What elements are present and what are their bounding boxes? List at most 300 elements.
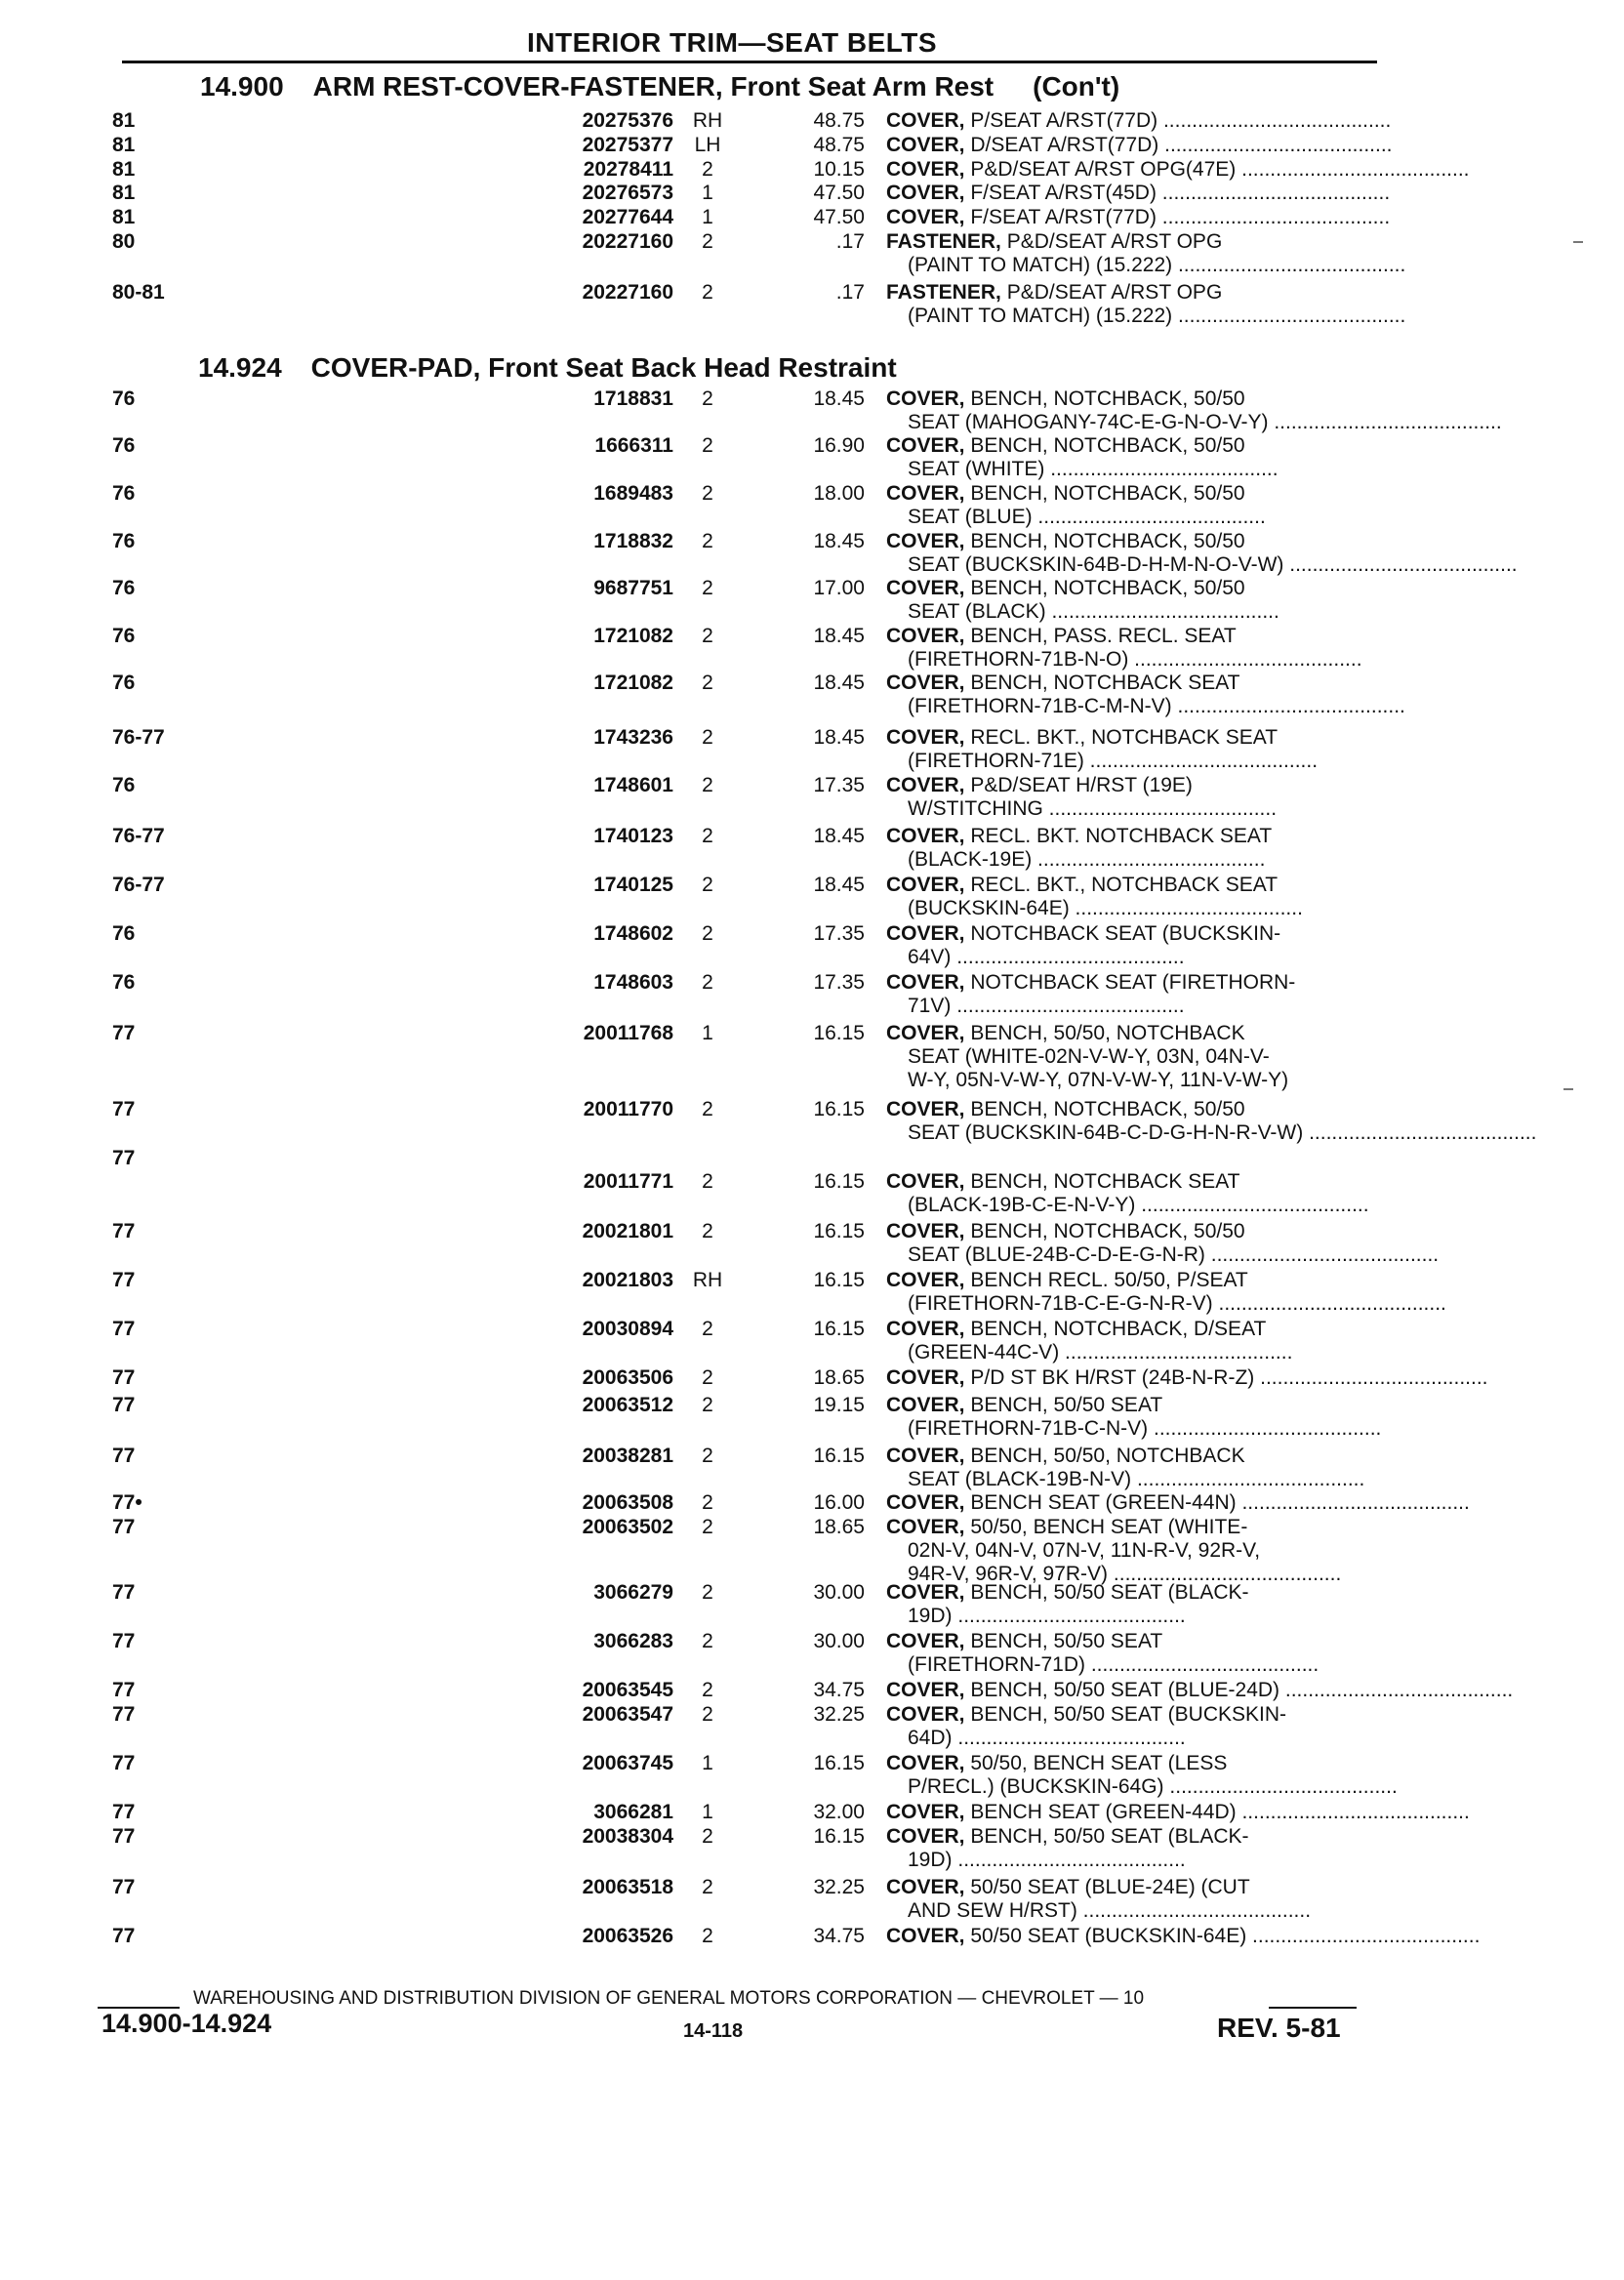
description-text-line3: W-Y, 05N-V-W-Y, 07N-V-W-Y, 11N-V-W-Y) — [908, 1069, 1289, 1091]
description — [886, 1269, 1374, 1292]
model-year: 80-81 — [112, 281, 165, 304]
quantity: RH — [692, 109, 723, 132]
description — [886, 1581, 1374, 1605]
description-continued — [908, 1653, 1376, 1677]
description-keyword: COVER, — [886, 1925, 965, 1947]
description-text: RECL. BKT., NOTCHBACK SEAT — [970, 874, 1279, 896]
part-number: 20063506 — [582, 1366, 673, 1389]
description-text: P&D/SEAT H/RST (19E) — [970, 774, 1193, 796]
quantity: 1 — [702, 1022, 713, 1044]
description-keyword: COVER, — [886, 1318, 965, 1340]
part-number: 3066281 — [593, 1801, 673, 1823]
part-number: 20275377 — [582, 134, 673, 156]
description-text-line2: 64V) — [908, 946, 952, 968]
price: 18.45 — [813, 726, 865, 749]
description-keyword: COVER, — [886, 1491, 965, 1514]
price: 10.15 — [813, 158, 865, 181]
price: 48.75 — [813, 134, 865, 156]
description-continued — [908, 600, 1376, 624]
description-text-line2: (FIRETHORN-71B-C-E-G-N-R-V) — [908, 1292, 1213, 1315]
description-keyword: COVER, — [886, 1394, 965, 1416]
description-keyword: COVER, — [886, 1170, 965, 1193]
section-subheading: Front Seat Back Head Restraint — [488, 352, 897, 383]
description-continued — [908, 1194, 1376, 1217]
description-text: F/SEAT A/RST(77D) — [970, 206, 1157, 228]
model-year: 77 — [112, 1703, 136, 1726]
price: 17.00 — [813, 577, 865, 599]
quantity: 2 — [702, 672, 713, 694]
price: 17.35 — [813, 922, 865, 945]
description — [886, 158, 1470, 182]
price: 18.65 — [813, 1366, 865, 1389]
description — [886, 1630, 1374, 1653]
quantity: 2 — [702, 387, 713, 410]
description-text: 50/50, BENCH SEAT (LESS — [970, 1752, 1228, 1774]
description-text-line2: SEAT (MAHOGANY-74C-E-G-N-O-V-Y) — [908, 411, 1269, 433]
description — [886, 182, 1391, 205]
section-continued: (Con't) — [1033, 71, 1120, 102]
model-year: 77 — [112, 1147, 136, 1169]
description-text-line2: (BUCKSKIN-64E) — [908, 897, 1070, 919]
description — [886, 1876, 1374, 1899]
description-keyword: COVER, — [886, 1801, 965, 1823]
description-text-line3: 94R-V, 96R-V, 97R-V) — [908, 1563, 1109, 1585]
description-continued — [908, 1539, 1376, 1563]
quantity: 2 — [702, 1516, 713, 1538]
quantity: 2 — [702, 1825, 713, 1848]
margin-mark — [1563, 1088, 1573, 1090]
price: 16.15 — [813, 1269, 865, 1291]
description — [886, 825, 1374, 848]
description-text: BENCH RECL. 50/50, P/SEAT — [970, 1269, 1248, 1291]
description-keyword: COVER, — [886, 774, 965, 796]
price: 47.50 — [813, 206, 865, 228]
model-year: 77 — [112, 1318, 136, 1340]
quantity: 2 — [702, 1366, 713, 1389]
model-year: 77 — [112, 1098, 136, 1120]
dot-leader: ........................................ — [1204, 1243, 1440, 1266]
description-continued — [908, 506, 1376, 529]
description-text-line2: 64D) — [908, 1727, 953, 1749]
description-text-line2: SEAT (WHITE) — [908, 458, 1045, 480]
description-keyword: COVER, — [886, 1825, 965, 1848]
description-text-line2: (FIRETHORN-71B-C-M-N-V) — [908, 695, 1172, 717]
price: .17 — [835, 230, 865, 253]
dot-leader: ........................................ — [1045, 600, 1279, 623]
description-text: 50/50, BENCH SEAT (WHITE- — [970, 1516, 1248, 1538]
description-continued — [908, 1292, 1446, 1316]
description-text-line2: (BLACK-19E) — [908, 848, 1033, 871]
description-keyword: COVER, — [886, 109, 965, 132]
description-text: 50/50 SEAT (BLUE-24E) (CUT — [970, 1876, 1250, 1898]
part-number: 20277644 — [582, 206, 673, 228]
dot-leader: ........................................ — [1268, 411, 1502, 433]
quantity: 2 — [702, 1679, 713, 1701]
model-year: 76-77 — [112, 726, 165, 749]
dot-leader: ........................................ — [1246, 1925, 1481, 1947]
model-year: 81 — [112, 182, 136, 204]
description-text: BENCH, NOTCHBACK SEAT — [970, 672, 1240, 694]
model-year: 77 — [112, 1394, 136, 1416]
price: 16.15 — [813, 1220, 865, 1242]
description-text: P&D/SEAT A/RST OPG — [1006, 230, 1223, 253]
description — [886, 1801, 1470, 1824]
description-keyword: COVER, — [886, 1445, 965, 1467]
part-number: 1748602 — [593, 922, 673, 945]
model-year: 76 — [112, 774, 136, 796]
description-keyword: COVER, — [886, 134, 965, 156]
price: 18.45 — [813, 672, 865, 694]
description-keyword: COVER, — [886, 922, 965, 945]
dot-leader: ........................................ — [1279, 1679, 1514, 1701]
price: 32.25 — [813, 1703, 865, 1726]
price: 17.35 — [813, 774, 865, 796]
part-number: 20278411 — [583, 158, 673, 181]
description-text: BENCH, NOTCHBACK, 50/50 — [970, 1220, 1245, 1242]
description — [886, 672, 1374, 695]
description — [886, 109, 1392, 133]
description — [886, 1394, 1374, 1417]
part-number: 20063526 — [582, 1925, 673, 1947]
description-text-line2: SEAT (WHITE-02N-V-W-Y, 03N, 04N-V- — [908, 1045, 1270, 1068]
description-keyword: COVER, — [886, 1876, 965, 1898]
description — [886, 971, 1374, 995]
price: 16.15 — [813, 1825, 865, 1848]
description — [886, 874, 1374, 897]
description-text: BENCH, 50/50, NOTCHBACK — [970, 1022, 1245, 1044]
description-keyword: COVER, — [886, 1220, 965, 1242]
price: 18.45 — [813, 874, 865, 896]
dot-leader: ........................................ — [951, 946, 1185, 968]
description-continued — [908, 1341, 1376, 1364]
part-number: 20063512 — [582, 1394, 673, 1416]
quantity: 2 — [702, 281, 713, 304]
description-keyword: COVER, — [886, 182, 965, 204]
description — [886, 1445, 1374, 1468]
description-text-line2: AND SEW H/RST) — [908, 1899, 1077, 1922]
header-rule — [122, 61, 1377, 63]
description-text: P/SEAT A/RST(77D) — [970, 109, 1158, 132]
part-number: 20063518 — [582, 1876, 673, 1898]
quantity: 2 — [702, 1491, 713, 1514]
description-text-line2: W/STITCHING — [908, 797, 1043, 820]
description — [886, 577, 1374, 600]
description-continued — [908, 797, 1376, 821]
part-number: 1748603 — [593, 971, 673, 994]
part-number: 1721082 — [593, 625, 673, 647]
model-year: 77 — [112, 1581, 136, 1604]
model-year: 77 — [112, 1445, 136, 1467]
description-keyword: COVER, — [886, 387, 965, 410]
quantity: 2 — [702, 1630, 713, 1652]
dot-leader: ........................................ — [1171, 695, 1405, 717]
description-keyword: COVER, — [886, 434, 965, 457]
description-text-line2: SEAT (BLACK) — [908, 600, 1046, 623]
dot-leader: ........................................ — [1032, 848, 1266, 871]
section-title-14-924 — [198, 352, 897, 384]
quantity: 2 — [702, 434, 713, 457]
description-text-line2: SEAT (BUCKSKIN-64B-C-D-G-H-N-R-V-W) — [908, 1121, 1304, 1144]
description-keyword: COVER, — [886, 874, 965, 896]
quantity: 2 — [702, 1876, 713, 1898]
description-text: BENCH, 50/50, NOTCHBACK — [970, 1445, 1245, 1467]
description-keyword: COVER, — [886, 577, 965, 599]
dot-leader: ........................................ — [1108, 1563, 1342, 1585]
description-text-line2: 19D) — [908, 1605, 953, 1627]
quantity: 2 — [702, 1318, 713, 1340]
description-continued — [908, 897, 1376, 920]
description-text: 50/50 SEAT (BUCKSKIN-64E) — [970, 1925, 1247, 1947]
section-heading: COVER-PAD, — [310, 352, 481, 383]
description-keyword: COVER, — [886, 1516, 965, 1538]
price: .17 — [835, 281, 865, 304]
dot-leader: ........................................ — [1135, 1194, 1369, 1216]
description-text: P&D/SEAT A/RST OPG(47E) — [970, 158, 1237, 181]
price: 32.00 — [813, 1801, 865, 1823]
description-text-line2: SEAT (BLUE-24B-C-D-E-G-N-R) — [908, 1243, 1205, 1266]
model-year: 77 — [112, 1925, 136, 1947]
quantity: 2 — [702, 230, 713, 253]
price: 16.00 — [813, 1491, 865, 1514]
model-year: 76-77 — [112, 825, 165, 847]
model-year: 76 — [112, 672, 136, 694]
model-year: 76 — [112, 434, 136, 457]
description-keyword: COVER, — [886, 1098, 965, 1120]
description-text-line2: (BLACK-19B-C-E-N-V-Y) — [908, 1194, 1136, 1216]
description-continued — [908, 411, 1502, 434]
description-keyword: COVER, — [886, 825, 965, 847]
description — [886, 774, 1374, 797]
description-text-line2: 02N-V, 04N-V, 07N-V, 11N-R-V, 92R-V, — [908, 1539, 1261, 1562]
description-text: BENCH, PASS. RECL. SEAT — [970, 625, 1237, 647]
description — [886, 1170, 1374, 1194]
description — [886, 206, 1391, 229]
description — [886, 530, 1374, 553]
description-keyword: COVER, — [886, 1581, 965, 1604]
part-number: 1740123 — [593, 825, 673, 847]
model-year: 76 — [112, 387, 136, 410]
description-continued — [908, 946, 1376, 969]
dot-leader: ........................................ — [1076, 1899, 1312, 1922]
description — [886, 1703, 1374, 1727]
part-number: 20227160 — [582, 281, 673, 304]
description-continued — [908, 458, 1376, 481]
dot-leader: ........................................ — [1212, 1292, 1446, 1315]
price: 48.75 — [813, 109, 865, 132]
price: 34.75 — [813, 1925, 865, 1947]
description-text-line2: SEAT (BUCKSKIN-64B-D-H-M-N-O-V-W) — [908, 553, 1284, 576]
price: 18.00 — [813, 482, 865, 505]
section-number: 14.900 — [200, 71, 284, 102]
dot-leader: ........................................ — [1083, 750, 1319, 772]
part-number: 1689483 — [593, 482, 673, 505]
description — [886, 387, 1374, 411]
part-number: 20038281 — [582, 1445, 673, 1467]
description — [886, 1022, 1374, 1045]
description-continued — [908, 695, 1405, 718]
description-text: BENCH, NOTCHBACK, 50/50 — [970, 482, 1245, 505]
description-keyword: COVER, — [886, 1269, 965, 1291]
part-number: 1718832 — [593, 530, 673, 552]
description-keyword: COVER, — [886, 1630, 965, 1652]
model-year: 76-77 — [112, 874, 165, 896]
description-continued — [908, 750, 1376, 773]
model-year: 77 — [112, 1876, 136, 1898]
description-text: BENCH, NOTCHBACK, 50/50 — [970, 387, 1245, 410]
quantity: 2 — [702, 774, 713, 796]
part-number: 1748601 — [593, 774, 673, 796]
quantity: 2 — [702, 158, 713, 181]
description-continued — [908, 1243, 1440, 1267]
dot-leader: ........................................ — [1254, 1366, 1488, 1389]
description-keyword: COVER, — [886, 672, 965, 694]
quantity: 2 — [702, 726, 713, 749]
description-continued — [908, 848, 1376, 872]
price: 16.15 — [813, 1170, 865, 1193]
price: 18.45 — [813, 825, 865, 847]
description-continued — [908, 305, 1406, 328]
part-number: 20227160 — [582, 230, 673, 253]
quantity: 2 — [702, 971, 713, 994]
part-number: 9687751 — [593, 577, 673, 599]
part-number: 1721082 — [593, 672, 673, 694]
description-text: BENCH, NOTCHBACK, 50/50 — [970, 577, 1245, 599]
description-text: F/SEAT A/RST(45D) — [970, 182, 1157, 204]
description-continued — [908, 1121, 1537, 1145]
description-keyword: COVER, — [886, 1022, 965, 1044]
description-text-line2: (FIRETHORN-71B-N-O) — [908, 648, 1129, 671]
description-keyword: COVER, — [886, 726, 965, 749]
quantity: 2 — [702, 625, 713, 647]
description-continued — [908, 648, 1376, 672]
description — [886, 1220, 1374, 1243]
description-text: P/D ST BK H/RST (24B-N-R-Z) — [970, 1366, 1255, 1389]
description-keyword: COVER, — [886, 625, 965, 647]
price: 18.65 — [813, 1516, 865, 1538]
description-text-line2: (PAINT TO MATCH) (15.222) — [908, 305, 1173, 327]
description — [886, 1925, 1481, 1948]
quantity: 2 — [702, 1170, 713, 1193]
quantity: 1 — [702, 206, 713, 228]
description-text: BENCH SEAT (GREEN-44D) — [970, 1801, 1237, 1823]
description-text: BENCH SEAT (GREEN-44N) — [970, 1491, 1237, 1514]
description-text-line2: (FIRETHORN-71E) — [908, 750, 1084, 772]
description-continued — [908, 1775, 1398, 1799]
footer-group-range: 14.900-14.924 — [102, 2009, 272, 2038]
description-text-line2: P/RECL.) (BUCKSKIN-64G) — [908, 1775, 1164, 1798]
price: 47.50 — [813, 182, 865, 204]
description — [886, 1516, 1374, 1539]
footer-page-number: 14-118 — [683, 2020, 744, 2042]
dot-leader: ........................................ — [1158, 134, 1393, 156]
description-text-line2: 19D) — [908, 1849, 953, 1871]
quantity: 2 — [702, 1581, 713, 1604]
dot-leader: ........................................ — [1131, 1468, 1365, 1490]
description-text: D/SEAT A/RST(77D) — [970, 134, 1159, 156]
model-year: 76 — [112, 625, 136, 647]
description — [886, 1318, 1374, 1341]
dot-leader: ........................................ — [1156, 182, 1391, 204]
model-year: 77 — [112, 1752, 136, 1774]
quantity: 1 — [702, 1801, 713, 1823]
description — [886, 726, 1374, 750]
part-number: 1718831 — [593, 387, 673, 410]
dot-leader: ........................................ — [1042, 797, 1278, 820]
margin-mark — [1573, 241, 1583, 243]
model-year: 77 — [112, 1825, 136, 1848]
description — [886, 625, 1374, 648]
price: 34.75 — [813, 1679, 865, 1701]
quantity: 2 — [702, 1925, 713, 1947]
dot-leader: ........................................ — [952, 1605, 1186, 1627]
quantity: 1 — [702, 1752, 713, 1774]
model-year: 77 — [112, 1220, 136, 1242]
model-year: 76 — [112, 577, 136, 599]
part-number: 20063502 — [582, 1516, 673, 1538]
description — [886, 1752, 1374, 1775]
dot-leader: ........................................ — [1148, 1417, 1382, 1440]
part-number: 20063508 — [582, 1491, 673, 1514]
price: 30.00 — [813, 1581, 865, 1604]
description — [886, 482, 1374, 506]
description-text: BENCH, NOTCHBACK, 50/50 — [970, 1098, 1245, 1120]
quantity: 2 — [702, 530, 713, 552]
dot-leader: ........................................ — [952, 1849, 1186, 1871]
dot-leader: ........................................ — [1236, 1491, 1470, 1514]
footer-division: WAREHOUSING AND DISTRIBUTION DIVISION OF GENERAL MOTORS CORPORATION — CHEVROLET — 10 — [193, 1988, 1145, 2009]
description-continued — [908, 1849, 1376, 1872]
model-year: 77 — [112, 1022, 136, 1044]
description-keyword: COVER, — [886, 971, 965, 994]
description-text: RECL. BKT., NOTCHBACK SEAT — [970, 726, 1279, 749]
description-keyword: COVER, — [886, 1752, 965, 1774]
model-year: 80 — [112, 230, 136, 253]
description-text: RECL. BKT. NOTCHBACK SEAT — [970, 825, 1273, 847]
model-year: 81 — [112, 109, 136, 132]
quantity: 2 — [702, 1220, 713, 1242]
description-text: BENCH, 50/50 SEAT (BLACK- — [970, 1825, 1249, 1848]
description-continued — [908, 1899, 1376, 1923]
price: 16.15 — [813, 1752, 865, 1774]
part-number: 3066279 — [593, 1581, 673, 1604]
price: 16.15 — [813, 1445, 865, 1467]
quantity: 2 — [702, 1098, 713, 1120]
description-continued — [908, 553, 1518, 577]
quantity: LH — [694, 134, 721, 156]
price: 32.25 — [813, 1876, 865, 1898]
description-text: BENCH, NOTCHBACK, D/SEAT — [970, 1318, 1267, 1340]
footer-rule-right — [1269, 2007, 1357, 2009]
price: 16.15 — [813, 1022, 865, 1044]
dot-leader: ........................................ — [1032, 506, 1266, 528]
description-text-line2: SEAT (BLUE) — [908, 506, 1033, 528]
dot-leader: ........................................ — [1069, 897, 1303, 919]
model-year: 77 — [112, 1679, 136, 1701]
description-continued — [908, 1605, 1376, 1628]
description-text-line2: (PAINT TO MATCH) (15.222) — [908, 254, 1173, 276]
description-continued — [908, 1069, 1376, 1092]
price: 30.00 — [813, 1630, 865, 1652]
dot-leader: ........................................ — [1303, 1121, 1537, 1144]
description — [886, 134, 1393, 157]
description-keyword: COVER, — [886, 1703, 965, 1726]
dot-leader: ........................................ — [1283, 553, 1518, 576]
part-number: 20021801 — [582, 1220, 673, 1242]
part-number: 20276573 — [582, 182, 673, 204]
price: 16.15 — [813, 1098, 865, 1120]
description-text: BENCH, NOTCHBACK, 50/50 — [970, 530, 1245, 552]
part-number: 20063547 — [582, 1703, 673, 1726]
